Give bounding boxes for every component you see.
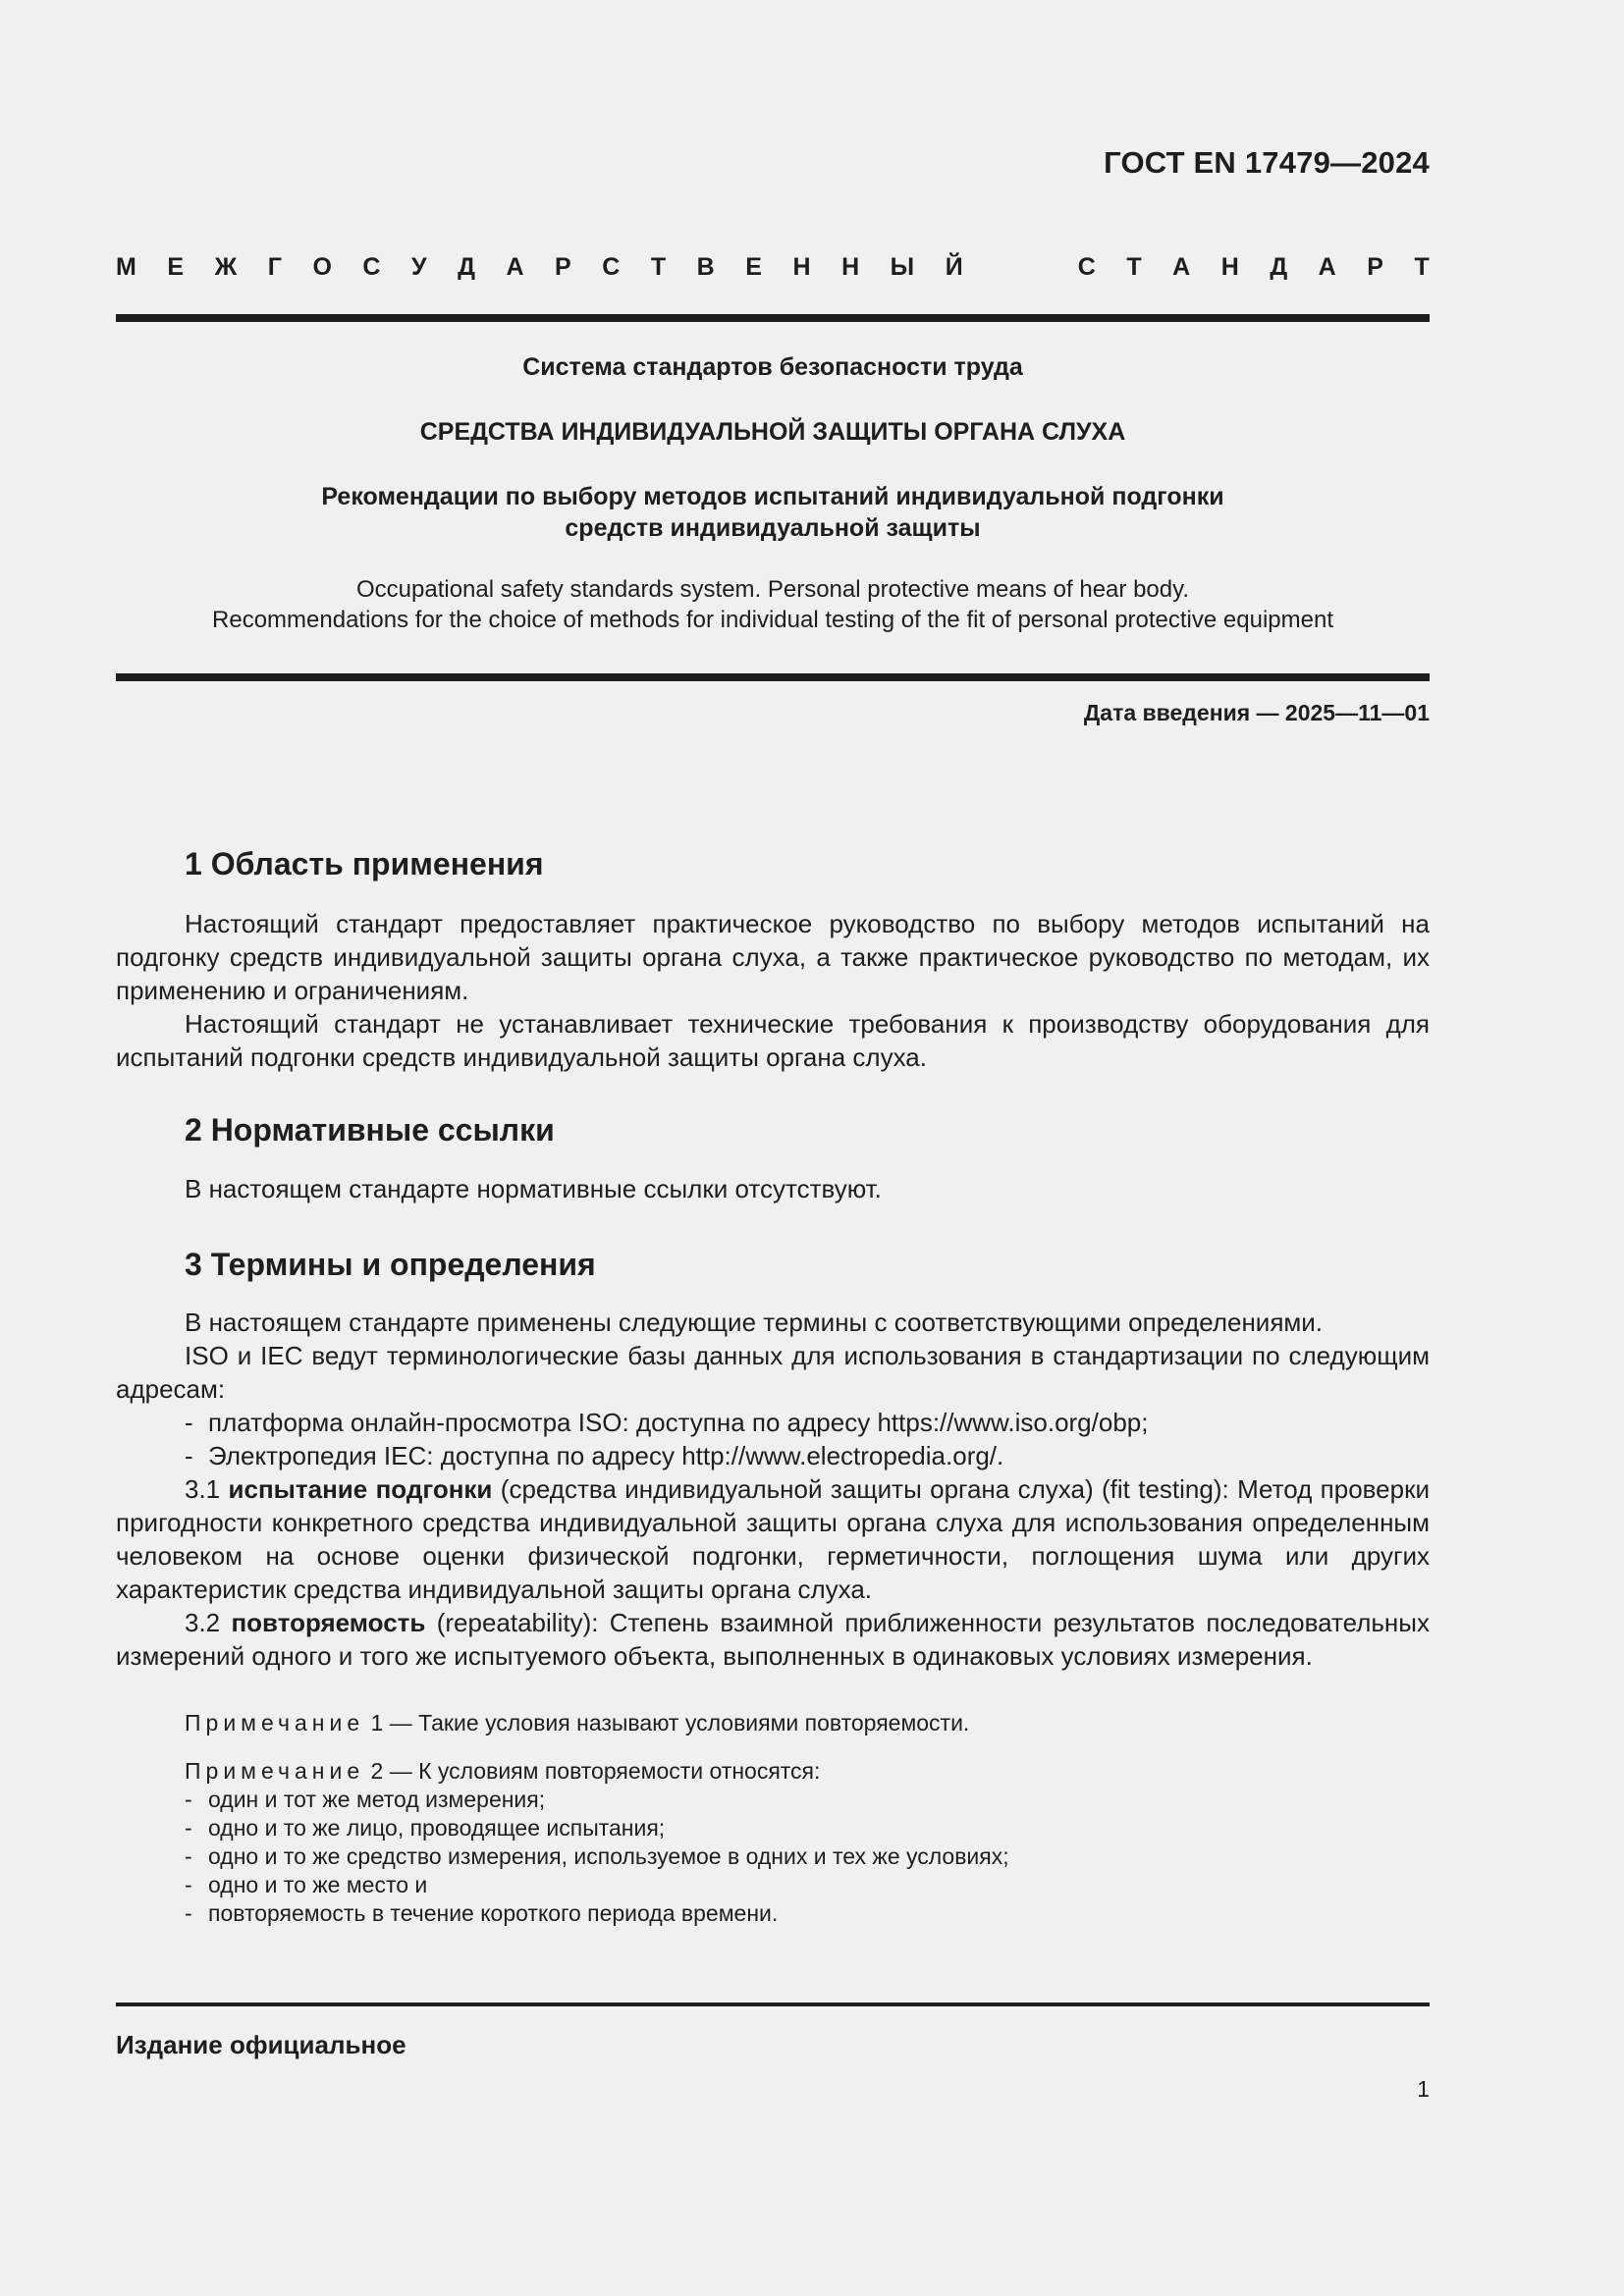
term-3-1 [116,1472,1430,1606]
section-heading-references: 2 Нормативные ссылки [185,1112,555,1148]
note-list-item: - одно и то же средство измерения, используемое в одних и тех же условиях; [185,1843,1009,1869]
section-heading-terms: 3 Термины и определения [185,1247,596,1282]
letter: Ы [890,253,915,281]
english-title-line: Recommendations for the choice of methods for individual testing of the fit of personal protective equipment [212,607,1333,633]
term-definition: (repeatability): Степень взаимной приближенности результатов последовательных измерений одного и того же испытуемого объекта, выполненных в одинаковых условиях измерения. [116,1608,1430,1671]
letter: Р [1367,253,1383,281]
section-references-body [116,1172,1430,1205]
word-gap [994,253,1047,282]
letter: А [506,253,524,281]
note-2 [116,1757,1430,1928]
letter: Р [555,253,571,281]
section-heading-scope: 1 Область применения [185,846,544,881]
main-title: СРЕДСТВА ИНДИВИДУАЛЬНОЙ ЗАЩИТЫ ОРГАНА СЛУХА [419,418,1126,446]
term-name: повторяемость [231,1608,426,1637]
term-number: 3.1 [185,1474,221,1504]
english-title-line: Occupational safety standards system. Personal protective means of hear body. [356,576,1189,603]
letter: А [1318,253,1336,281]
letter: Е [745,253,762,281]
note-text: 2 — К условиям повторяемости относятся: [370,1758,821,1784]
note-list-item: - один и тот же метод измерения; [185,1787,546,1812]
letter: О [312,253,332,281]
standard-code: ГОСТ EN 17479—2024 [1104,145,1430,180]
bullet-item: - платформа онлайн-просмотра ISO: доступна по адресу https://www.iso.org/obp; [185,1408,1149,1437]
paragraph: Настоящий стандарт предоставляет практическое руководство по выбору методов испытаний на подгонку средств индивидуальной защиты органа слуха, а также практическое руководство по методам, их применению и ограничениям. [116,909,1430,1005]
effective-date: Дата введения — 2025—11—01 [1083,700,1430,725]
letter: У [411,253,427,281]
paragraph: В настоящем стандарте нормативные ссылки отсутствуют. [185,1174,882,1203]
interstate-standard-banner [116,253,1430,282]
note-list-item: - одно и то же лицо, проводящее испытания; [185,1815,666,1841]
top-divider [116,314,1430,322]
term-number: 3.2 [185,1608,221,1637]
letter: Н [792,253,811,281]
letter: Д [1270,253,1288,281]
section-terms-body [116,1306,1430,1673]
note-1 [116,1709,1430,1737]
term-3-2 [116,1606,1430,1673]
letter: Т [650,253,667,281]
paragraph: В настоящем стандарте применены следующие термины с соответствующими определениями. [185,1308,1324,1337]
page-number: 1 [1417,2076,1430,2102]
note-label: Примечание [185,1758,365,1784]
sub-title-line: Рекомендации по выбору методов испытаний индивидуальной подгонки [321,483,1224,510]
footer-divider [116,2002,1430,2006]
english-title [116,574,1430,635]
letter: Г [267,253,282,281]
term-definition: (средства индивидуальной защиты органа слуха) (fit testing): Метод проверки пригодности конкретного средства индивидуальной защиты органа слуха для использования определенным человеком на основе оценки физической подгонки, герметичности, поглощения шума или других характеристик средства индивидуальной защиты органа слуха. [116,1474,1430,1604]
section-scope-body [116,907,1430,1074]
paragraph: Настоящий стандарт не устанавливает технические требования к производству оборудования для испытаний подгонки средств индивидуальной защиты органа слуха. [116,1009,1430,1072]
letter: С [362,253,381,281]
letter: Т [1414,253,1430,281]
letter: Н [1220,253,1239,281]
note-list-item: - повторяемость в течение короткого периода времени. [185,1900,779,1926]
paragraph: ISO и IEC ведут терминологические базы данных для использования в стандартизации по следующим адресам: [116,1341,1430,1404]
title-divider [116,673,1430,681]
letter: М [116,253,136,281]
note-list-item: - одно и то же место и [185,1872,428,1897]
official-edition-label: Издание официальное [116,2030,406,2059]
note-text: 1 — Такие условия называют условиями повторяемости. [370,1710,970,1735]
letter: Т [1126,253,1142,281]
system-title: Система стандартов безопасности труда [522,353,1023,381]
letter: Й [945,253,963,281]
letter: С [602,253,621,281]
bullet-text: платформа онлайн-просмотра ISO: доступна по адресу https://www.iso.org/obp; [208,1408,1149,1437]
letter: Е [167,253,185,281]
letter: С [1077,253,1096,281]
note-label: Примечание [185,1710,365,1735]
sub-title-line: средств индивидуальной защиты [565,514,981,542]
letter: Ж [214,253,238,281]
bullet-text: Электропедия IEC: доступна по адресу http://www.electropedia.org/. [208,1441,1004,1470]
letter: В [696,253,715,281]
letter: А [1172,253,1191,281]
term-name: испытание подгонки [228,1474,493,1504]
bullet-item: - Электропедия IEC: доступна по адресу http://www.electropedia.org/. [185,1441,1004,1470]
sub-title [116,481,1430,544]
letter: Н [841,253,860,281]
letter: Д [458,253,475,281]
